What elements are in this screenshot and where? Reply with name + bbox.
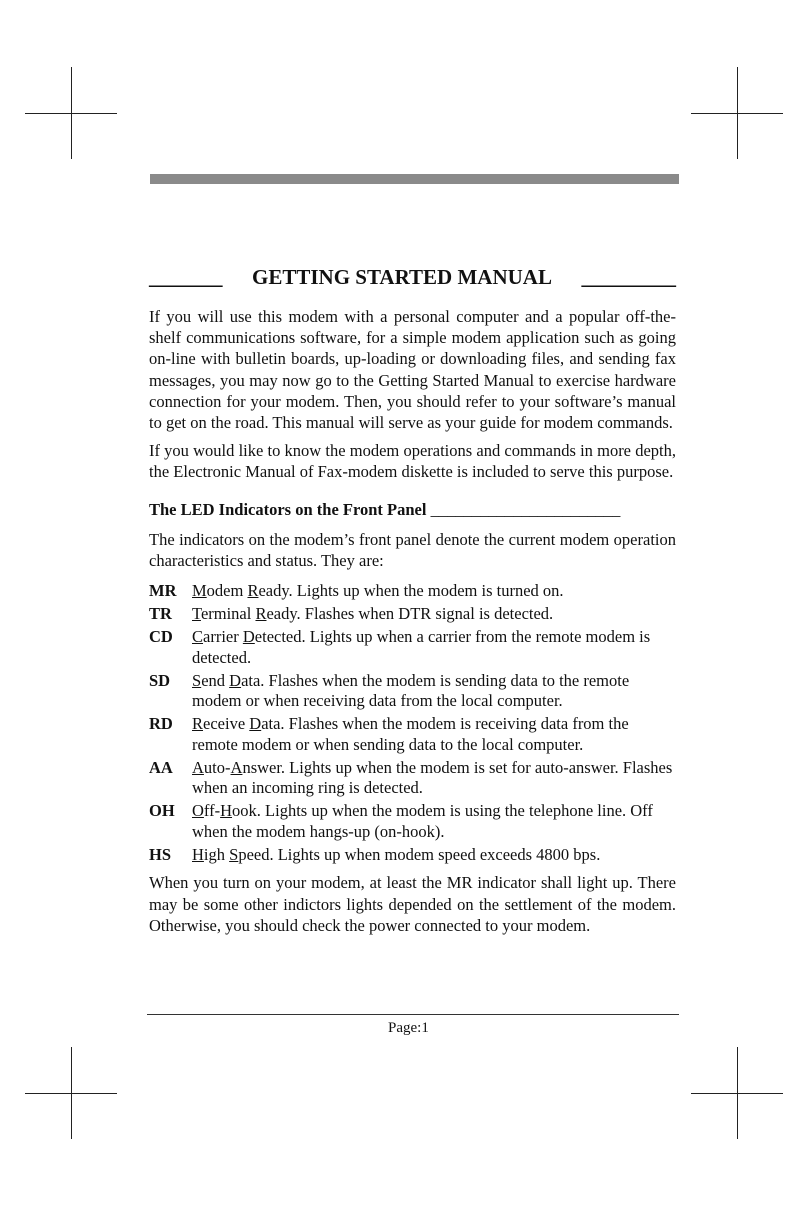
closing-paragraph: When you turn on your modem, at least the MR indicator shall light up. There may be some other indictors lights depended on the settlement of the modem. Otherwise, you should check the power connected to your modem. [149,873,676,935]
led-code: TR [149,604,172,624]
page-content [149,262,676,936]
section-heading-rule: _______________________ [430,499,621,519]
led-code: HS [149,844,172,864]
title-rule-right: _________ [581,265,676,289]
led-code: SD [149,670,171,690]
title-text: GETTING STARTED MANUAL [252,265,552,289]
desc-text: ook. Lights up when the modem is using the telephone line. Off when the modem hangs-up (on-hook). [192,801,653,841]
led-item [149,671,676,712]
led-code: CD [149,627,173,646]
key-letter: O [192,801,204,821]
key-letter: C [192,627,204,646]
led-code: AA [149,757,173,777]
led-description [192,714,676,755]
header-bar [150,174,679,184]
led-description [192,758,676,799]
led-item [149,758,676,799]
key-letter: H [220,801,233,821]
key-letter: A [192,757,204,777]
key-letter: R [255,604,267,624]
desc-text: odem [206,581,248,601]
led-description [192,604,676,625]
key-letter: H [192,844,204,864]
key-letter: D [249,714,262,734]
page-title [149,262,676,292]
led-item [149,581,676,602]
crop-mark [737,67,738,159]
key-letter: A [230,757,243,777]
desc-text: end [201,670,230,690]
desc-text: eady. Flashes when DTR signal is detected. [266,604,554,624]
crop-mark [71,67,72,159]
desc-text: peed. Lights up when modem speed exceeds 4800 bps. [238,844,601,864]
led-code: MR [149,581,177,601]
led-item [149,627,676,668]
footer-rule [147,1014,679,1015]
desc-text: etected. Lights up when a carrier from the remote modem is detected. [192,627,651,667]
section-heading [149,499,676,521]
key-letter: R [247,581,259,601]
paragraph: If you will use this modem with a personal computer and a popular off-the-shelf communications software, for a simple modem application such as going on-line with bulletin boards, up-loading or downloading files, and sending fax messages, you may now go to the Getting Started Manual to exercise hardware connection for your modem. Then, you should refer to your software’s manual to get on the road. This manual will serve as your guide for modem commands. [149,307,676,433]
led-description [192,845,676,866]
key-letter: S [229,844,239,864]
desc-text: nswer. Lights up when the modem is set for auto-answer. Flashes when an incoming ring is detected. [192,757,673,798]
desc-text: ata. Flashes when the modem is sending data to the remote modem or when receiving data from the local computer. [192,670,630,711]
led-item [149,801,676,842]
led-description [192,801,676,842]
led-code: OH [149,801,175,821]
led-description [192,581,676,602]
section-intro: The indicators on the modem’s front panel denote the current modem operation characteristics and status. They are: [149,529,676,570]
desc-text: igh [203,844,230,864]
key-letter: R [192,714,204,734]
led-item [149,604,676,625]
paragraph: If you would like to know the modem operations and commands in more depth, the Electronic Manual of Fax-modem diskette is included to serve this purpose. [149,441,676,482]
key-letter: M [192,581,207,601]
desc-text: ff- [203,801,221,821]
key-letter: S [192,670,202,690]
crop-mark [737,1047,738,1139]
led-item [149,845,676,866]
crop-mark [71,1047,72,1139]
desc-text: arrier [203,627,243,646]
page-number: Page:1 [388,1020,429,1036]
section-heading-text: The LED Indicators on the Front Panel [149,499,427,519]
key-letter: T [192,604,201,624]
led-description [192,671,676,712]
key-letter: D [242,627,255,646]
desc-text: eceive [203,714,250,734]
led-item [149,714,676,755]
desc-text: uto- [203,757,231,777]
title-rule-left: _______ [149,265,223,289]
desc-text: ata. Flashes when the modem is receiving data from the remote modem or when sending data to the local computer. [192,714,629,754]
key-letter: D [229,670,242,690]
led-list [149,581,676,865]
desc-text: eady. Lights up when the modem is turned on. [258,581,564,601]
led-code: RD [149,714,173,734]
led-description [192,627,676,668]
desc-text: erminal [200,604,256,624]
